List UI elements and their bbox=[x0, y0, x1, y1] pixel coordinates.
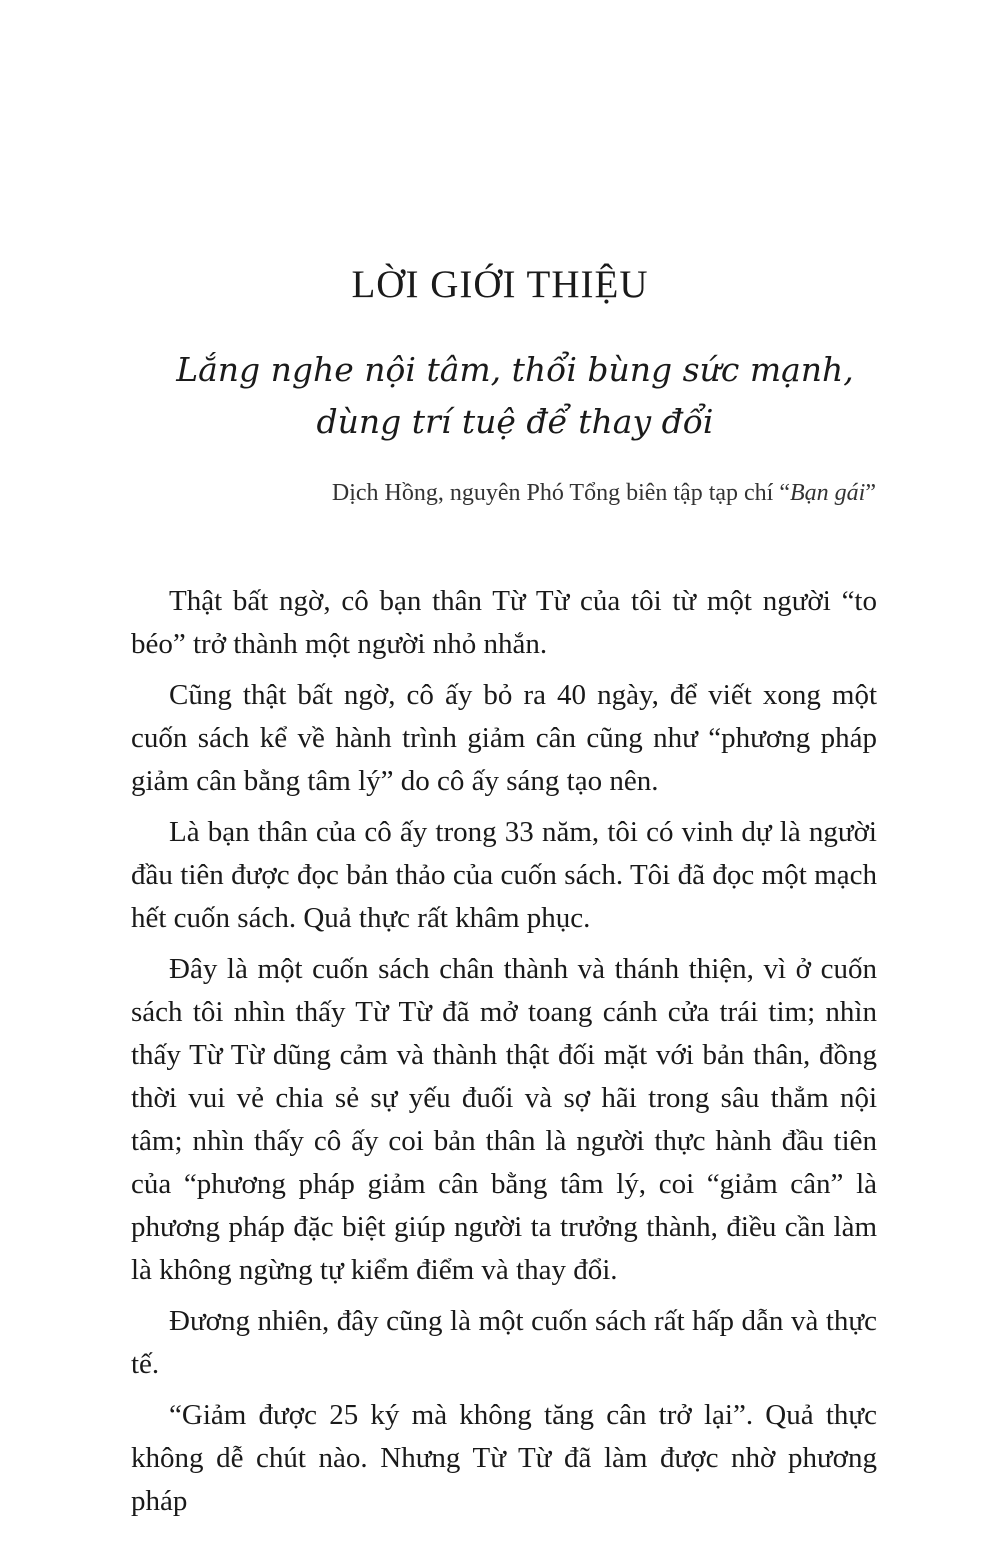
body-text bbox=[131, 580, 877, 1531]
paragraph-2: Cũng thật bất ngờ, cô ấy bỏ ra 40 ngày, để viết xong một cuốn sách kể về hành trình giảm cân cũng như “phương pháp giảm cân bằng tâm lý” do cô ấy sáng tạo nên. bbox=[131, 679, 877, 797]
paragraph-1: Thật bất ngờ, cô bạn thân Từ Từ của tôi từ một người “to béo” trở thành một người nhỏ nhắn. bbox=[131, 585, 877, 660]
subtitle bbox=[100, 344, 930, 448]
byline-magazine: Bạn gái bbox=[790, 480, 866, 506]
paragraph-3: Là bạn thân của cô ấy trong 33 năm, tôi có vinh dự là người đầu tiên được đọc bản thảo của cuốn sách. Tôi đã đọc một mạch hết cuốn sách. Quả thực rất khâm phục. bbox=[131, 816, 877, 934]
paragraph-5: Đương nhiên, đây cũng là một cuốn sách rất hấp dẫn và thực tế. bbox=[131, 1305, 877, 1380]
page-title: LỜI GIỚI THIỆU bbox=[351, 263, 649, 306]
paragraph-6: “Giảm được 25 ký mà không tăng cân trở lại”. Quả thực không dễ chút nào. Nhưng Từ Từ đã làm được nhờ phương pháp bbox=[131, 1399, 877, 1517]
byline-close-quote: ” bbox=[865, 480, 876, 506]
subtitle-line-2: dùng trí tuệ để thay đổi bbox=[316, 402, 714, 441]
byline-author: Dịch Hồng, nguyên Phó Tổng biên tập tạp chí “ bbox=[331, 480, 791, 506]
subtitle-line-1: Lắng nghe nội tâm, thổi bùng sức mạnh, bbox=[176, 350, 854, 389]
paragraph-4: Đây là một cuốn sách chân thành và thánh thiện, vì ở cuốn sách tôi nhìn thấy Từ Từ đã mở toang cánh cửa trái tim; nhìn thấy Từ Từ dũng cảm và thành thật đối mặt với bản thân, đồng thời vui vẻ chia sẻ sự yếu đuối và sợ hãi trong sâu thẳm nội tâm; nhìn thấy cô ấy coi bản thân là người thực hành đầu tiên của “phương pháp giảm cân bằng tâm lý, coi “giảm cân” là phương pháp đặc biệt giúp người ta trưởng thành, điều cần làm là không ngừng tự kiểm điểm và thay đổi. bbox=[131, 953, 877, 1286]
byline bbox=[332, 480, 876, 507]
